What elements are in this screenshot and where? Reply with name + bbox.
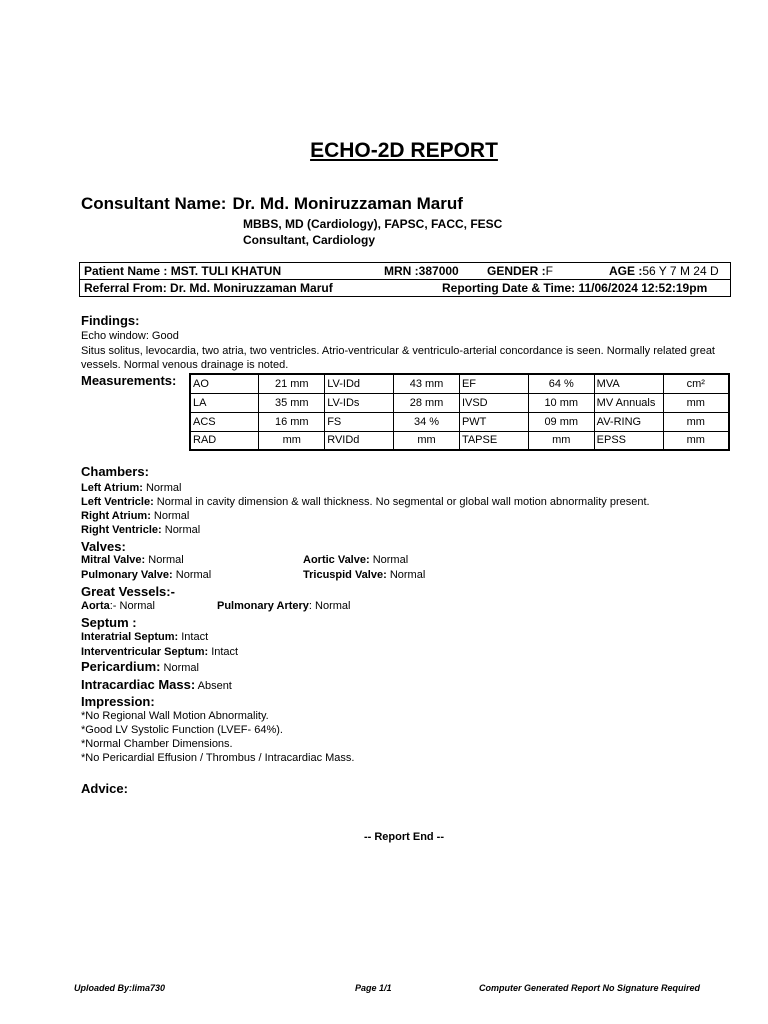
measurement-label: RVIDd	[325, 431, 394, 450]
measurement-label: EF	[459, 374, 528, 393]
measurement-label: MV Annuals	[594, 393, 663, 412]
measurement-value: 34 %	[394, 412, 460, 431]
measurement-value: mm	[663, 393, 729, 412]
measurement-label: LV-IDs	[325, 393, 394, 412]
aortic-valve: Aortic Valve: Normal	[303, 554, 409, 566]
report-end: -- Report End --	[363, 831, 445, 843]
chambers-heading: Chambers:	[81, 464, 149, 479]
measurement-row	[190, 431, 729, 450]
impression-item: *Normal Chamber Dimensions.	[81, 738, 233, 750]
left-ventricle: Left Ventricle: Normal in cavity dimension & wall thickness. No segmental or global wall motion abnormality present.	[81, 496, 650, 508]
impression-item: *Good LV Systolic Function (LVEF- 64%).	[81, 724, 283, 736]
pericardium: Pericardium: Normal	[81, 659, 199, 674]
right-atrium: Right Atrium: Normal	[81, 510, 190, 522]
left-atrium: Left Atrium: Normal	[81, 482, 182, 494]
tricuspid-valve: Tricuspid Valve: Normal	[303, 569, 426, 581]
impression-item: *No Regional Wall Motion Abnormality.	[81, 710, 269, 722]
measurement-value: mm	[259, 431, 325, 450]
reporting-date-time: Reporting Date & Time: 11/06/2024 12:52:19pm	[442, 281, 708, 295]
pulmonary-valve: Pulmonary Valve: Normal	[81, 569, 212, 581]
measurement-value: 35 mm	[259, 393, 325, 412]
patient-gender: GENDER :F	[487, 264, 554, 278]
interatrial-septum: Interatrial Septum: Intact	[81, 631, 209, 643]
patient-row	[80, 263, 731, 280]
measurement-value: mm	[528, 431, 594, 450]
measurement-label: FS	[325, 412, 394, 431]
measurement-value: 16 mm	[259, 412, 325, 431]
valves-row-1	[81, 554, 409, 566]
consultant-qualifications: MBBS, MD (Cardiology), FAPSC, FACC, FESC	[243, 217, 503, 231]
measurement-value: mm	[663, 412, 729, 431]
footer-uploaded-by: Uploaded By:lima730	[74, 983, 166, 993]
septum-heading: Septum :	[81, 615, 137, 630]
footer-note: Computer Generated Report No Signature Required	[479, 983, 701, 993]
consultant-name: Dr. Md. Moniruzzaman Maruf	[232, 194, 463, 213]
patient-info-table	[79, 262, 731, 297]
measurement-row	[190, 412, 729, 431]
advice-heading: Advice:	[81, 781, 128, 796]
patient-name: Patient Name : MST. TULI KHATUN	[84, 264, 282, 278]
measurement-value: 10 mm	[528, 393, 594, 412]
measurement-value: 64 %	[528, 374, 594, 393]
impression-item: *No Pericardial Effusion / Thrombus / Intracardiac Mass.	[81, 752, 355, 764]
measurement-row	[190, 393, 729, 412]
measurement-value: 43 mm	[394, 374, 460, 393]
findings-description: Situs solitus, levocardia, two atria, two ventricles. Atrio-ventricular & ventriculo-arterial concordance is seen. Normally related great vessels. Normal venous drainage is noted.	[81, 344, 715, 371]
measurement-label: AO	[190, 374, 259, 393]
measurement-value: mm	[394, 431, 460, 450]
pulmonary-artery: Pulmonary Artery: Normal	[217, 600, 351, 612]
measurement-label: LA	[190, 393, 259, 412]
measurement-value: 09 mm	[528, 412, 594, 431]
right-ventricle: Right Ventricle: Normal	[81, 524, 201, 536]
measurement-label: EPSS	[594, 431, 663, 450]
measurement-label: RAD	[190, 431, 259, 450]
referral-row	[80, 280, 731, 297]
footer-page-number: Page 1/1	[355, 983, 392, 993]
measurement-label: ACS	[190, 412, 259, 431]
valves-heading: Valves:	[81, 539, 126, 554]
mitral-valve: Mitral Valve: Normal	[81, 554, 184, 566]
measurement-label: MVA	[594, 374, 663, 393]
valves-row-2	[81, 569, 426, 581]
findings-heading: Findings:	[81, 313, 140, 328]
echo-window: Echo window: Good	[81, 330, 179, 342]
referral-from: Referral From: Dr. Md. Moniruzzaman Maruf	[84, 281, 333, 295]
measurements-heading: Measurements:	[81, 373, 177, 388]
measurement-label: IVSD	[459, 393, 528, 412]
measurement-row	[190, 374, 729, 393]
impression-heading: Impression:	[81, 694, 155, 709]
patient-age: AGE :56 Y 7 M 24 D	[609, 264, 719, 278]
consultant-line	[81, 194, 463, 214]
measurement-value: 28 mm	[394, 393, 460, 412]
intracardiac-mass: Intracardiac Mass: Absent	[81, 677, 232, 692]
great-vessels-heading: Great Vessels:-	[81, 584, 175, 599]
measurement-value: 21 mm	[259, 374, 325, 393]
measurements-table	[189, 373, 730, 451]
consultant-credentials	[243, 216, 502, 248]
impression-list	[81, 709, 355, 765]
aorta: Aorta:- Normal	[81, 600, 155, 612]
measurement-label: AV-RING	[594, 412, 663, 431]
measurement-value: mm	[663, 431, 729, 450]
measurement-value: cm²	[663, 374, 729, 393]
measurement-label: PWT	[459, 412, 528, 431]
patient-mrn: MRN :387000	[384, 264, 459, 278]
consultant-label: Consultant Name:	[81, 194, 227, 213]
findings-text	[81, 329, 731, 373]
interventricular-septum: Interventricular Septum: Intact	[81, 646, 239, 658]
measurement-label: LV-IDd	[325, 374, 394, 393]
great-vessels-row	[81, 600, 351, 612]
report-title: ECHO-2D REPORT	[310, 139, 498, 162]
measurement-label: TAPSE	[459, 431, 528, 450]
consultant-designation: Consultant, Cardiology	[243, 233, 375, 247]
